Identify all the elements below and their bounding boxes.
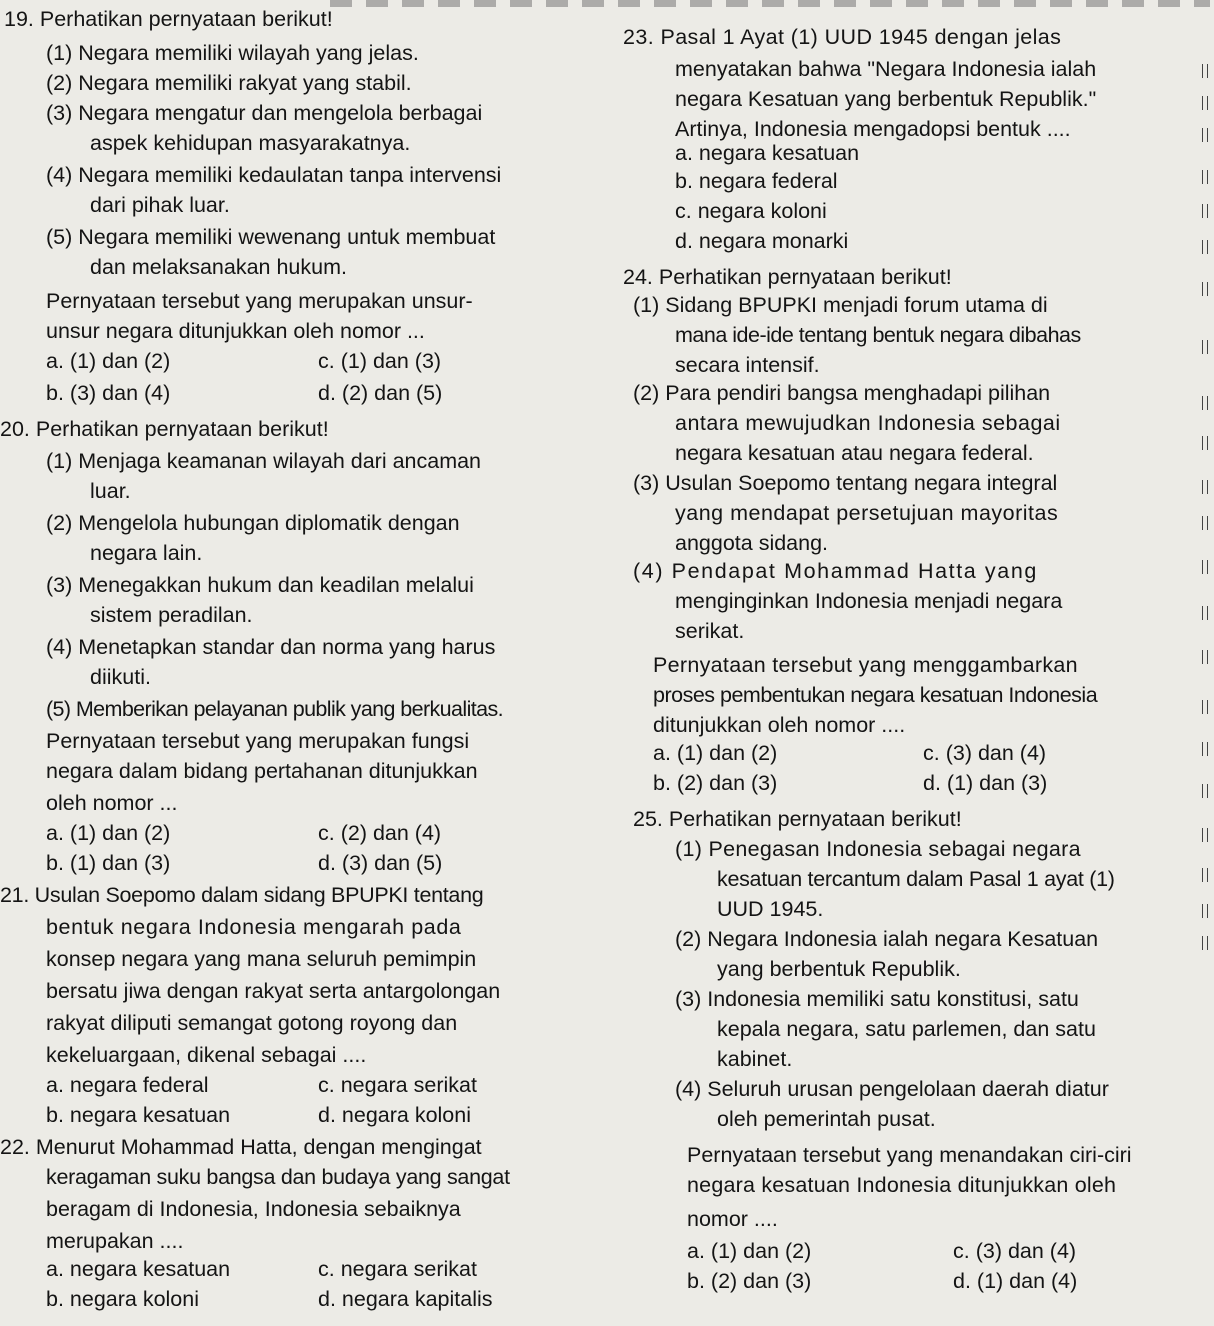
question-text: oleh nomor ...	[46, 791, 178, 815]
statement-item: yang berbentuk Republik.	[717, 957, 961, 981]
option-d[interactable]: d. negara kapitalis	[318, 1287, 493, 1311]
edge-mark	[1202, 784, 1208, 798]
question-text: keragaman suku bangsa dan budaya yang sangat	[46, 1165, 510, 1189]
question-text: ditunjukkan oleh nomor ....	[653, 713, 906, 737]
option-b[interactable]: b. (2) dan (3)	[687, 1269, 812, 1293]
question-text: negara Kesatuan yang berbentuk Republik."	[675, 87, 1097, 111]
statement-item: luar.	[90, 479, 131, 503]
statement-item: (3) Menegakkan hukum dan keadilan melalui	[46, 573, 474, 597]
statement-item: secara intensif.	[675, 353, 820, 377]
statement-item: negara lain.	[90, 541, 203, 565]
option-d[interactable]: d. negara monarki	[675, 229, 849, 253]
option-c[interactable]: c. (3) dan (4)	[923, 741, 1047, 765]
question-text: negara dalam bidang pertahanan ditunjukkan	[46, 759, 478, 783]
statement-item: (4) Negara memiliki kedaulatan tanpa intervensi	[46, 163, 502, 187]
question-text: rakyat diliputi semangat gotong royong dan	[46, 1011, 458, 1035]
question-text: 21. Usulan Soepomo dalam sidang BPUPKI tentang	[0, 883, 484, 907]
question-text: menyatakan bahwa "Negara Indonesia ialah	[675, 57, 1097, 81]
statement-item: (3) Negara mengatur dan mengelola berbagai	[46, 101, 483, 125]
statement-item: kesatuan tercantum dalam Pasal 1 ayat (1)	[717, 867, 1115, 891]
question-text: 22. Menurut Mohammad Hatta, dengan mengingat	[0, 1135, 482, 1159]
edge-mark	[1202, 606, 1208, 620]
option-d[interactable]: d. (2) dan (5)	[318, 381, 443, 405]
question-text: Artinya, Indonesia mengadopsi bentuk ....	[675, 117, 1071, 141]
option-c[interactable]: c. (2) dan (4)	[318, 821, 442, 845]
question-text: konsep negara yang mana seluruh pemimpin	[46, 947, 477, 971]
statement-item: mana ide-ide tentang bentuk negara dibahas	[675, 323, 1081, 347]
statement-item: (1) Penegasan Indonesia sebagai negara	[675, 837, 1081, 861]
statement-item: (1) Sidang BPUPKI menjadi forum utama di	[633, 293, 1048, 317]
option-d[interactable]: d. negara koloni	[318, 1103, 471, 1127]
option-a[interactable]: a. (1) dan (2)	[687, 1239, 812, 1263]
option-c[interactable]: c. (1) dan (3)	[318, 349, 442, 373]
statement-item: antara mewujudkan Indonesia sebagai	[675, 411, 1061, 435]
statement-item: yang mendapat persetujuan mayoritas	[675, 501, 1059, 525]
statement-item: (5) Memberikan pelayanan publik yang berkualitas.	[46, 697, 504, 721]
edge-mark	[1202, 936, 1208, 950]
option-b[interactable]: b. negara koloni	[46, 1287, 199, 1311]
statement-item: dan melaksanakan hukum.	[90, 255, 347, 279]
edge-mark	[1202, 96, 1208, 110]
option-c[interactable]: c. negara serikat	[318, 1073, 477, 1097]
statement-item: (4) Menetapkan standar dan norma yang harus	[46, 635, 496, 659]
question-text: beragam di Indonesia, Indonesia sebaiknya	[46, 1197, 461, 1221]
edge-mark	[1202, 650, 1208, 664]
edge-mark	[1202, 282, 1208, 296]
statement-item: diikuti.	[90, 665, 151, 689]
statement-item: kabinet.	[717, 1047, 793, 1071]
top-edge-decoration	[330, 0, 1210, 7]
question-text: Pernyataan tersebut yang merupakan unsur-	[46, 289, 473, 313]
option-b[interactable]: b. negara kesatuan	[46, 1103, 231, 1127]
question-stem: 24. Perhatikan pernyataan berikut!	[623, 265, 952, 289]
statement-item: (1) Negara memiliki wilayah yang jelas.	[46, 41, 419, 65]
edge-mark	[1202, 742, 1208, 756]
option-a[interactable]: a. (1) dan (2)	[653, 741, 778, 765]
option-c[interactable]: c. negara serikat	[318, 1257, 477, 1281]
option-a[interactable]: a. (1) dan (2)	[46, 349, 171, 373]
statement-item: dari pihak luar.	[90, 193, 230, 217]
option-d[interactable]: d. (3) dan (5)	[318, 851, 443, 875]
edge-mark	[1202, 170, 1208, 184]
question-text: Pernyataan tersebut yang merupakan fungsi	[46, 729, 470, 753]
statement-item: UUD 1945.	[717, 897, 824, 921]
option-a[interactable]: a. negara federal	[46, 1073, 209, 1097]
statement-item: (2) Negara memiliki rakyat yang stabil.	[46, 71, 412, 95]
option-a[interactable]: a. (1) dan (2)	[46, 821, 171, 845]
question-text: Pernyataan tersebut yang menggambarkan	[653, 653, 1078, 677]
question-text: bersatu jiwa dengan rakyat serta antargolongan	[46, 979, 501, 1003]
statement-item: kepala negara, satu parlemen, dan satu	[717, 1017, 1096, 1041]
edge-mark	[1202, 904, 1208, 918]
edge-mark	[1202, 128, 1208, 142]
option-d[interactable]: d. (1) dan (4)	[953, 1269, 1078, 1293]
edge-mark	[1202, 700, 1208, 714]
question-text: 23. Pasal 1 Ayat (1) UUD 1945 dengan jelas	[623, 25, 1062, 49]
question-text: merupakan ....	[46, 1229, 184, 1253]
question-text: negara kesatuan Indonesia ditunjukkan oleh	[687, 1173, 1117, 1197]
statement-item: (3) Usulan Soepomo tentang negara integral	[633, 471, 1058, 495]
statement-item: negara kesatuan atau negara federal.	[675, 441, 1034, 465]
edge-mark	[1202, 436, 1208, 450]
question-text: proses pembentukan negara kesatuan Indonesia	[653, 683, 1098, 707]
edge-mark	[1202, 868, 1208, 882]
statement-item: (2) Para pendiri bangsa menghadapi pilihan	[633, 381, 1051, 405]
statement-item: (1) Menjaga keamanan wilayah dari ancaman	[46, 449, 482, 473]
statement-item: (4) Pendapat Mohammad Hatta yang	[633, 559, 1038, 583]
question-text: unsur negara ditunjukkan oleh nomor ...	[46, 319, 425, 343]
edge-mark	[1202, 240, 1208, 254]
question-stem: 20. Perhatikan pernyataan berikut!	[0, 417, 329, 441]
option-d[interactable]: d. (1) dan (3)	[923, 771, 1048, 795]
edge-mark	[1202, 560, 1208, 574]
question-text: kekeluargaan, dikenal sebagai ....	[46, 1043, 367, 1067]
statement-item: (2) Negara Indonesia ialah negara Kesatuan	[675, 927, 1099, 951]
option-c[interactable]: c. (3) dan (4)	[953, 1239, 1077, 1263]
option-b[interactable]: b. (1) dan (3)	[46, 851, 171, 875]
statement-item: (2) Mengelola hubungan diplomatik dengan	[46, 511, 460, 535]
statement-item: (3) Indonesia memiliki satu konstitusi, satu	[675, 987, 1079, 1011]
edge-mark	[1202, 480, 1208, 494]
edge-mark	[1202, 828, 1208, 842]
question-stem: 19. Perhatikan pernyataan berikut!	[4, 7, 333, 31]
statement-item: anggota sidang.	[675, 531, 829, 555]
option-a[interactable]: a. negara kesatuan	[46, 1257, 231, 1281]
edge-mark	[1202, 64, 1208, 78]
edge-mark	[1202, 340, 1208, 354]
statement-item: oleh pemerintah pusat.	[717, 1107, 936, 1131]
option-b[interactable]: b. negara federal	[675, 169, 838, 193]
statement-item: (5) Negara memiliki wewenang untuk membuat	[46, 225, 496, 249]
question-text: Pernyataan tersebut yang menandakan ciri-ciri	[687, 1143, 1132, 1167]
option-c[interactable]: c. negara koloni	[675, 199, 827, 223]
option-b[interactable]: b. (2) dan (3)	[653, 771, 778, 795]
option-a[interactable]: a. negara kesatuan	[675, 141, 860, 165]
question-text: nomor ....	[687, 1207, 778, 1231]
statement-item: (4) Seluruh urusan pengelolaan daerah diatur	[675, 1077, 1109, 1101]
question-text: bentuk negara Indonesia mengarah pada	[46, 915, 462, 939]
edge-mark	[1202, 396, 1208, 410]
edge-mark	[1202, 204, 1208, 218]
option-b[interactable]: b. (3) dan (4)	[46, 381, 171, 405]
question-stem: 25. Perhatikan pernyataan berikut!	[633, 807, 962, 831]
statement-item: sistem peradilan.	[90, 603, 253, 627]
statement-item: serikat.	[675, 619, 745, 643]
statement-item: menginginkan Indonesia menjadi negara	[675, 589, 1063, 613]
statement-item: aspek kehidupan masyarakatnya.	[90, 131, 411, 155]
edge-mark	[1202, 516, 1208, 530]
